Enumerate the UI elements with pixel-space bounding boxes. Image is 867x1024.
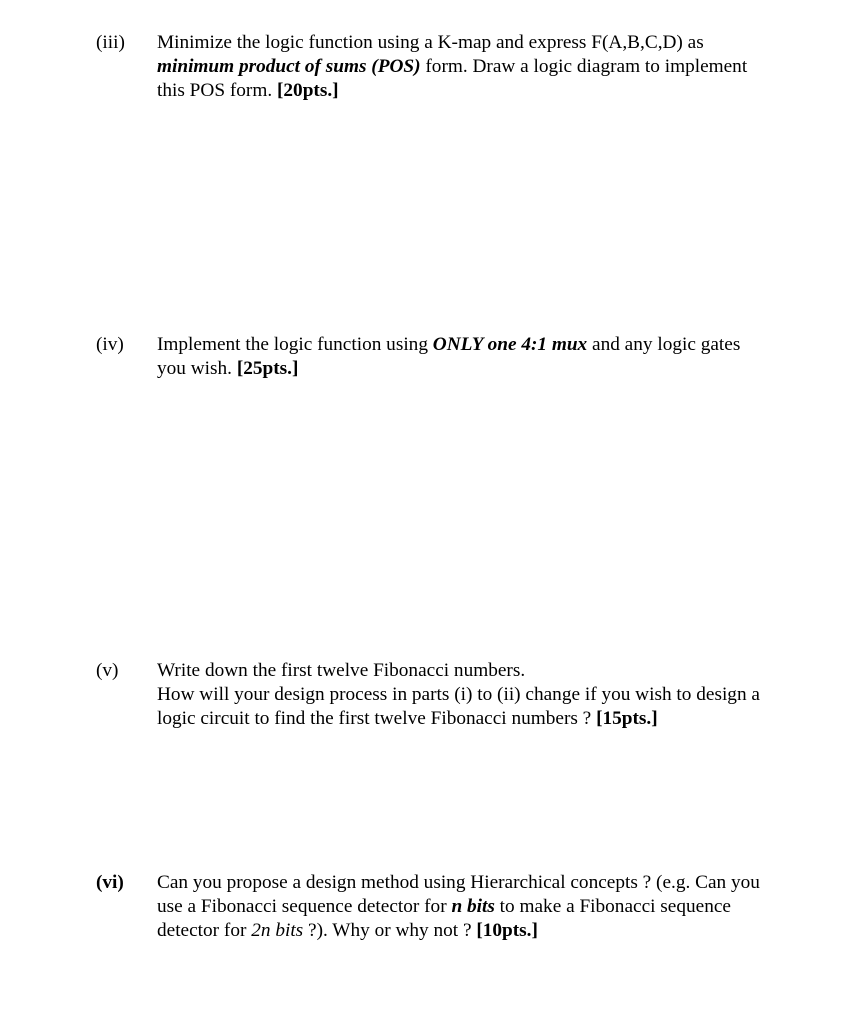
text-line: Write down the first twelve Fibonacci numbers.: [157, 660, 526, 681]
question-number: (v): [96, 660, 119, 681]
points-label: [20pts.]: [277, 80, 339, 101]
points-label: [10pts.]: [476, 920, 538, 941]
emphasis-text: n bits: [451, 896, 495, 917]
text-line: How will your design process in parts (i) to (ii) change if you wish to design a: [157, 684, 760, 705]
question-text: [157, 31, 817, 103]
points-label: [15pts.]: [596, 708, 658, 729]
question-number: (vi): [96, 872, 124, 893]
text-line: use a Fibonacci sequence detector for n bits to make a Fibonacci sequence: [157, 896, 731, 917]
text-line: Minimize the logic function using a K-map and express F(A,B,C,D) as: [157, 32, 704, 53]
text-line: minimum product of sums (POS) form. Draw a logic diagram to implement: [157, 56, 748, 77]
question-number: (iii): [96, 32, 125, 53]
text-line: Can you propose a design method using Hierarchical concepts ? (e.g. Can you: [157, 872, 760, 893]
question-number: (iv): [96, 334, 124, 355]
text-line: detector for 2n bits ?). Why or why not ? [10pts.]: [157, 920, 538, 941]
text-line: you wish. [25pts.]: [157, 358, 299, 379]
text-line: this POS form. [20pts.]: [157, 80, 339, 101]
question-text: [157, 659, 817, 731]
question-text: [157, 871, 817, 943]
emphasis-text: ONLY one 4:1 mux: [432, 334, 588, 355]
question-text: [157, 333, 817, 381]
points-label: [25pts.]: [236, 358, 299, 379]
emphasis-text: 2n bits: [251, 920, 304, 941]
text-line: logic circuit to find the first twelve Fibonacci numbers ? [15pts.]: [157, 708, 658, 729]
emphasis-text: minimum product of sums (POS): [157, 56, 421, 77]
text-line: Implement the logic function using ONLY one 4:1 mux and any logic gates: [157, 334, 741, 355]
